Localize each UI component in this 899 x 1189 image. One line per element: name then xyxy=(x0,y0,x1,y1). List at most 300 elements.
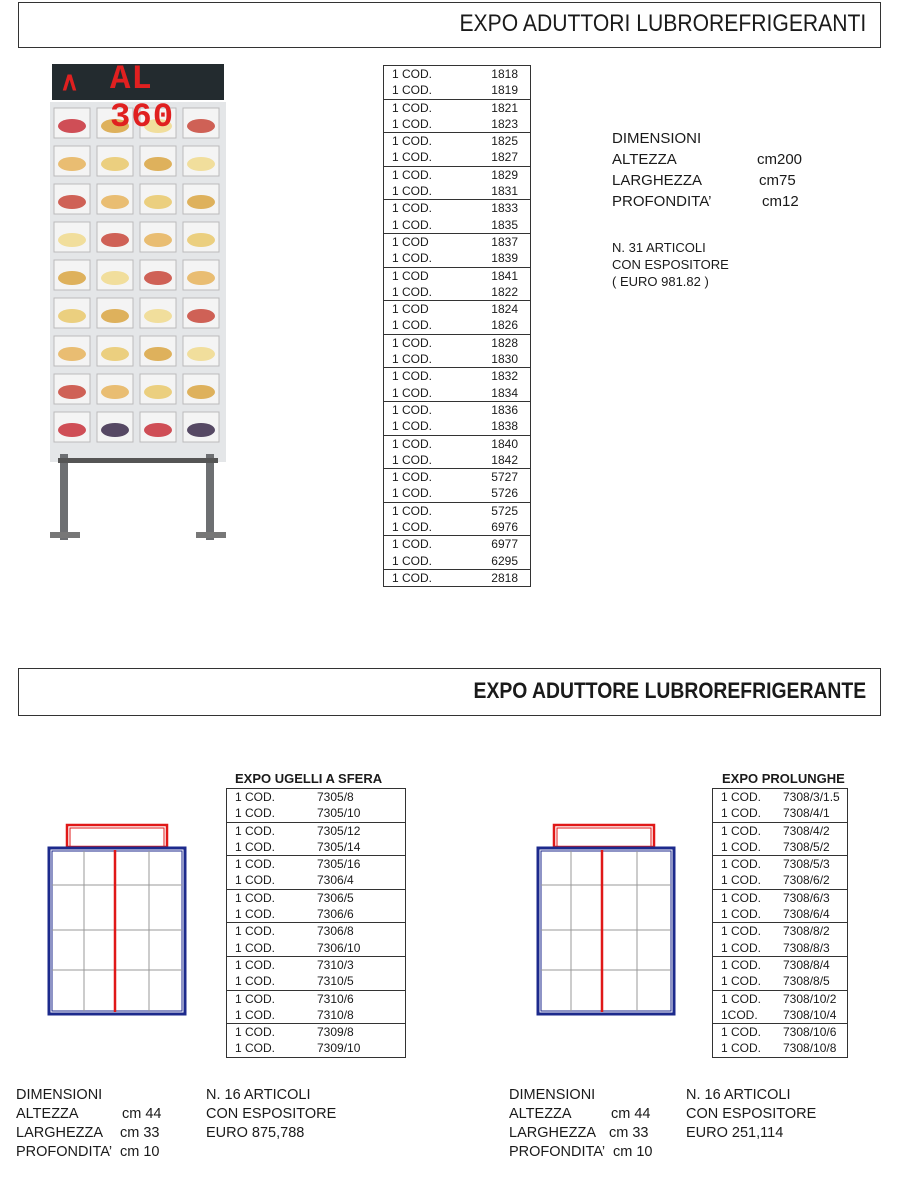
qty-cell: 1 COD. xyxy=(235,823,276,838)
code-group xyxy=(227,1024,405,1057)
code-group xyxy=(384,536,530,570)
code-cell: 7305/10 xyxy=(317,806,361,821)
ugelli-expositor-drawing xyxy=(46,822,188,1018)
code-group xyxy=(227,923,405,957)
code-cell: 1842 xyxy=(491,452,518,467)
qty-cell: 1 COD. xyxy=(392,419,433,434)
code-cell: 7308/10/2 xyxy=(783,991,837,1006)
code-cell: 1836 xyxy=(491,402,518,417)
qty-cell: 1 COD. xyxy=(392,184,433,199)
code-cell: 5725 xyxy=(491,503,518,518)
altezza-label: ALTEZZA xyxy=(612,151,677,168)
dimensions-heading: DIMENSIONI xyxy=(509,1087,596,1103)
qty-cell: 1 COD. xyxy=(721,1025,762,1040)
code-cell: 7308/8/3 xyxy=(783,940,830,955)
qty-cell: 1 COD. xyxy=(392,134,433,149)
profondita-label: PROFONDITA’ xyxy=(16,1144,113,1160)
code-cell: 7308/4/1 xyxy=(783,806,830,821)
ugelli-codes-table xyxy=(226,788,406,1058)
table-row xyxy=(227,1024,405,1040)
table-row xyxy=(713,890,847,906)
info-expositor: CON ESPOSITORE xyxy=(612,257,729,272)
product-item xyxy=(187,233,215,247)
qty-cell: 1 COD. xyxy=(392,284,433,299)
qty-cell: 1 COD. xyxy=(721,790,762,804)
code-cell: 7308/10/4 xyxy=(783,1007,837,1022)
product-item xyxy=(58,385,86,399)
product-item xyxy=(187,271,215,285)
qty-cell: 1 COD. xyxy=(235,873,276,888)
table-row xyxy=(713,940,847,956)
table-row xyxy=(384,368,530,384)
larghezza-label: LARGHEZZA xyxy=(612,172,703,189)
profondita-value: cm12 xyxy=(762,193,799,210)
table-row xyxy=(384,183,530,199)
table-row xyxy=(384,536,530,552)
qty-cell: 1 COD. xyxy=(235,924,276,939)
section1-title-box xyxy=(18,2,881,48)
code-cell: 1826 xyxy=(491,318,518,333)
qty-cell: 1 COD. xyxy=(392,553,433,568)
code-group xyxy=(227,890,405,924)
code-group xyxy=(384,234,530,268)
code-cell: 7308/5/3 xyxy=(783,857,830,872)
product-item xyxy=(58,309,86,323)
qty-cell: 1 COD. xyxy=(392,503,433,518)
table-row xyxy=(713,805,847,821)
table-row xyxy=(713,789,847,805)
code-group xyxy=(384,301,530,335)
code-cell: 1841 xyxy=(491,268,518,283)
qty-cell: 1 COD. xyxy=(392,486,433,501)
qty-cell: 1 COD. xyxy=(235,974,276,989)
code-cell: 6977 xyxy=(491,537,518,552)
qty-cell: 1 COD. xyxy=(235,839,276,854)
qty-cell: 1 COD. xyxy=(235,991,276,1006)
code-cell: 7308/3/1.5 xyxy=(783,790,840,804)
qty-cell: 1 COD. xyxy=(392,402,433,417)
code-cell: 5727 xyxy=(491,470,518,485)
qty-cell: 1 COD. xyxy=(721,823,762,838)
altezza-row xyxy=(612,149,812,170)
product-item xyxy=(58,271,86,285)
larghezza-row xyxy=(16,1124,196,1143)
code-group xyxy=(227,856,405,890)
table-row xyxy=(384,553,530,569)
code-group xyxy=(384,167,530,201)
table-row xyxy=(384,217,530,233)
code-cell: 1827 xyxy=(491,150,518,165)
qty-cell: 1 COD. xyxy=(235,907,276,922)
qty-cell: 1 COD. xyxy=(235,1025,276,1040)
section1-info xyxy=(612,239,729,290)
logo-text: AL 360 xyxy=(110,61,175,137)
ugelli-dimensions xyxy=(16,1086,196,1162)
code-cell: 7308/8/5 xyxy=(783,974,830,989)
table-row xyxy=(384,469,530,485)
profondita-label: PROFONDITA’ xyxy=(612,193,712,210)
info-price: EURO 251,114 xyxy=(686,1125,784,1141)
qty-cell: 1 COD. xyxy=(392,452,433,467)
qty-cell: 1 COD. xyxy=(721,974,762,989)
section2-title: EXPO ADUTTORE LUBROREFRIGERANTE xyxy=(473,678,866,703)
qty-cell: 1 COD. xyxy=(721,1041,762,1056)
prolunghe-expositor-drawing xyxy=(535,822,677,1018)
code-group xyxy=(227,991,405,1025)
code-cell: 7308/10/8 xyxy=(783,1041,837,1056)
larghezza-row xyxy=(612,170,812,191)
code-cell: 1833 xyxy=(491,201,518,216)
table-row xyxy=(384,317,530,333)
qty-cell: 1 COD. xyxy=(392,251,433,266)
larghezza-label: LARGHEZZA xyxy=(509,1125,597,1141)
table-row xyxy=(384,100,530,116)
qty-cell: 1 COD. xyxy=(721,857,762,872)
qty-cell: 1 COD. xyxy=(392,67,433,81)
altezza-row xyxy=(509,1105,689,1124)
code-cell: 7308/6/4 xyxy=(783,907,830,922)
code-cell: 1832 xyxy=(491,369,518,384)
info-expositor: CON ESPOSITORE xyxy=(206,1106,337,1122)
prolunghe-heading: EXPO PROLUNGHE xyxy=(722,771,845,786)
code-cell: 7306/5 xyxy=(317,890,354,905)
code-cell: 2818 xyxy=(491,570,518,585)
product-item xyxy=(58,157,86,171)
qty-cell: 1 COD. xyxy=(721,907,762,922)
code-cell: 7310/5 xyxy=(317,974,354,989)
code-cell: 7310/3 xyxy=(317,957,354,972)
code-group xyxy=(713,823,847,857)
code-cell: 1824 xyxy=(491,302,518,317)
code-cell: 1821 xyxy=(491,100,518,115)
code-cell: 7308/4/2 xyxy=(783,823,830,838)
table-row xyxy=(713,991,847,1007)
profondita-value: cm 10 xyxy=(613,1144,653,1160)
code-cell: 7306/6 xyxy=(317,907,354,922)
code-group xyxy=(384,268,530,302)
product-item xyxy=(101,347,129,361)
qty-cell: 1 COD. xyxy=(235,790,276,804)
table-row xyxy=(384,250,530,266)
qty-cell: 1 COD. xyxy=(392,369,433,384)
table-row xyxy=(227,973,405,989)
table-row xyxy=(384,402,530,418)
table-row xyxy=(384,116,530,132)
qty-cell: 1 COD. xyxy=(721,806,762,821)
table-row xyxy=(227,839,405,855)
qty-cell: 1 COD. xyxy=(392,150,433,165)
code-cell: 7305/8 xyxy=(317,790,354,804)
dimensions-heading: DIMENSIONI xyxy=(16,1087,103,1103)
code-group xyxy=(227,957,405,991)
code-group xyxy=(227,823,405,857)
table-row xyxy=(384,436,530,452)
qty-cell: 1 COD. xyxy=(392,352,433,367)
profondita-value: cm 10 xyxy=(120,1144,160,1160)
qty-cell: 1 COD. xyxy=(392,83,433,98)
altezza-row xyxy=(16,1105,196,1124)
code-cell: 7305/16 xyxy=(317,857,361,872)
qty-cell: 1 COD xyxy=(392,234,429,249)
table-row xyxy=(384,351,530,367)
code-cell: 7305/12 xyxy=(317,823,361,838)
ugelli-info xyxy=(206,1086,336,1143)
table-row xyxy=(713,872,847,888)
prolunghe-codes-table xyxy=(712,788,848,1058)
qty-cell: 1 COD. xyxy=(392,436,433,451)
code-group xyxy=(384,66,530,100)
table-row xyxy=(384,418,530,434)
info-count: N. 16 ARTICOLI xyxy=(206,1087,311,1103)
table-row xyxy=(227,923,405,939)
qty-cell: 1 COD. xyxy=(721,873,762,888)
table-row xyxy=(713,1040,847,1056)
code-cell: 1831 xyxy=(491,184,518,199)
product-item xyxy=(101,157,129,171)
code-group xyxy=(384,200,530,234)
table-row xyxy=(227,890,405,906)
product-item xyxy=(58,233,86,247)
qty-cell: 1 COD. xyxy=(235,957,276,972)
profondita-row xyxy=(16,1143,196,1162)
code-cell: 1825 xyxy=(491,134,518,149)
qty-cell: 1 COD. xyxy=(721,924,762,939)
code-cell: 1837 xyxy=(491,234,518,249)
code-cell: 7310/6 xyxy=(317,991,354,1006)
code-cell: 1818 xyxy=(491,67,518,81)
code-group xyxy=(384,368,530,402)
qty-cell: 1 COD. xyxy=(392,217,433,232)
info-price: ( EURO 981.82 ) xyxy=(612,274,709,289)
code-cell: 7308/8/2 xyxy=(783,924,830,939)
table-row xyxy=(384,519,530,535)
product-item xyxy=(144,157,172,171)
qty-cell: 1 COD. xyxy=(235,857,276,872)
code-group xyxy=(384,469,530,503)
table-row xyxy=(227,906,405,922)
product-item xyxy=(144,309,172,323)
code-cell: 1822 xyxy=(491,284,518,299)
info-price: EURO 875,788 xyxy=(206,1125,305,1141)
prolunghe-info xyxy=(686,1086,816,1143)
table-row xyxy=(384,385,530,401)
product-item xyxy=(101,233,129,247)
profondita-row xyxy=(509,1143,689,1162)
profondita-label: PROFONDITA’ xyxy=(509,1144,606,1160)
code-cell: 7308/10/6 xyxy=(783,1025,837,1040)
logo-arrow-icon: ∧ xyxy=(60,66,80,96)
qty-cell: 1 COD. xyxy=(392,520,433,535)
code-cell: 7308/6/2 xyxy=(783,873,830,888)
table-row xyxy=(384,284,530,300)
table-row xyxy=(713,1007,847,1023)
code-cell: 7308/8/4 xyxy=(783,957,830,972)
table-row xyxy=(384,570,530,586)
product-item xyxy=(144,385,172,399)
altezza-value: cm200 xyxy=(757,151,803,168)
product-item xyxy=(187,309,215,323)
section2-title-box xyxy=(18,668,881,716)
info-count: N. 16 ARTICOLI xyxy=(686,1087,791,1103)
qty-cell: 1 COD. xyxy=(721,991,762,1006)
table-row xyxy=(713,856,847,872)
code-cell: 7306/4 xyxy=(317,873,354,888)
product-item xyxy=(58,119,86,133)
table-row xyxy=(227,940,405,956)
product-item xyxy=(187,195,215,209)
code-group xyxy=(227,789,405,823)
table-row xyxy=(384,133,530,149)
code-cell: 1819 xyxy=(491,83,518,98)
table-row xyxy=(384,234,530,250)
altezza-value: cm 44 xyxy=(122,1106,162,1122)
table-row xyxy=(227,991,405,1007)
qty-cell: 1 COD. xyxy=(392,570,433,585)
table-row xyxy=(227,1040,405,1056)
table-row xyxy=(227,856,405,872)
product-item xyxy=(101,423,129,437)
code-cell: 7309/10 xyxy=(317,1041,361,1056)
section1-title: EXPO ADUTTORI LUBROREFRIGERANTI xyxy=(459,10,866,37)
qty-cell: 1 COD. xyxy=(235,940,276,955)
code-group xyxy=(384,335,530,369)
table-row xyxy=(713,957,847,973)
code-cell: 1839 xyxy=(491,251,518,266)
product-item xyxy=(144,423,172,437)
product-item xyxy=(144,347,172,361)
table-row xyxy=(227,1007,405,1023)
code-cell: 7305/14 xyxy=(317,839,361,854)
qty-cell: 1 COD. xyxy=(721,940,762,955)
qty-cell: 1 COD. xyxy=(392,201,433,216)
table-row xyxy=(713,839,847,855)
altezza-value: cm 44 xyxy=(611,1106,651,1122)
product-item xyxy=(101,385,129,399)
table-row xyxy=(384,167,530,183)
table-row xyxy=(713,923,847,939)
table-row xyxy=(227,789,405,805)
table-row xyxy=(227,823,405,839)
product-item xyxy=(101,271,129,285)
qty-cell: 1 COD. xyxy=(235,806,276,821)
code-cell: 7308/6/3 xyxy=(783,890,830,905)
table-row xyxy=(227,805,405,821)
code-group xyxy=(384,402,530,436)
qty-cell: 1 COD. xyxy=(392,470,433,485)
code-cell: 7306/10 xyxy=(317,940,361,955)
product-item xyxy=(58,195,86,209)
table-row xyxy=(713,1024,847,1040)
product-item xyxy=(187,157,215,171)
code-cell: 1834 xyxy=(491,385,518,400)
info-count: N. 31 ARTICOLI xyxy=(612,240,706,255)
code-group xyxy=(713,890,847,924)
qty-cell: 1 COD. xyxy=(392,167,433,182)
code-cell: 7308/5/2 xyxy=(783,839,830,854)
product-item xyxy=(187,347,215,361)
table-row xyxy=(384,503,530,519)
larghezza-value: cm75 xyxy=(759,172,796,189)
table-row xyxy=(384,335,530,351)
product-item xyxy=(144,195,172,209)
product-item xyxy=(187,423,215,437)
code-cell: 1829 xyxy=(491,167,518,182)
code-cell: 6976 xyxy=(491,520,518,535)
qty-cell: 1 COD. xyxy=(392,116,433,131)
code-cell: 1828 xyxy=(491,335,518,350)
code-cell: 1840 xyxy=(491,436,518,451)
table-row xyxy=(384,149,530,165)
table-row xyxy=(384,485,530,501)
qty-cell: 1 COD. xyxy=(392,385,433,400)
qty-cell: 1 COD. xyxy=(721,839,762,854)
table-row xyxy=(384,66,530,82)
section1-dimensions xyxy=(612,128,812,212)
qty-cell: 1 COD. xyxy=(392,537,433,552)
qty-cell: 1 COD xyxy=(392,268,429,283)
table-row xyxy=(384,268,530,284)
code-cell: 1830 xyxy=(491,352,518,367)
code-cell: 1835 xyxy=(491,217,518,232)
code-group xyxy=(384,100,530,134)
qty-cell: 1 COD. xyxy=(721,957,762,972)
table-row xyxy=(227,957,405,973)
ugelli-heading: EXPO UGELLI A SFERA xyxy=(235,771,383,786)
qty-cell: 1 COD. xyxy=(392,318,433,333)
qty-cell: 1COD. xyxy=(721,1007,758,1022)
product-item xyxy=(58,347,86,361)
qty-cell: 1 COD. xyxy=(235,1041,276,1056)
product-item xyxy=(187,385,215,399)
larghezza-value: cm 33 xyxy=(609,1125,649,1141)
qty-cell: 1 COD. xyxy=(235,890,276,905)
product-item xyxy=(144,271,172,285)
code-group xyxy=(384,133,530,167)
product-item xyxy=(101,309,129,323)
table-row xyxy=(713,973,847,989)
altezza-label: ALTEZZA xyxy=(509,1106,572,1122)
table-row xyxy=(713,823,847,839)
prolunghe-dimensions xyxy=(509,1086,689,1162)
qty-cell: 1 COD. xyxy=(721,890,762,905)
code-cell: 5726 xyxy=(491,486,518,501)
code-cell: 6295 xyxy=(491,553,518,568)
code-group xyxy=(713,856,847,890)
product-item xyxy=(58,423,86,437)
code-group xyxy=(384,503,530,537)
larghezza-label: LARGHEZZA xyxy=(16,1125,104,1141)
table-row xyxy=(384,200,530,216)
code-group xyxy=(713,1024,847,1057)
code-group xyxy=(384,570,530,586)
code-cell: 1838 xyxy=(491,419,518,434)
code-group xyxy=(384,436,530,470)
table-row xyxy=(384,452,530,468)
info-expositor: CON ESPOSITORE xyxy=(686,1106,817,1122)
larghezza-row xyxy=(509,1124,689,1143)
altezza-label: ALTEZZA xyxy=(16,1106,79,1122)
code-group xyxy=(713,923,847,957)
table-row xyxy=(713,906,847,922)
stand-logo xyxy=(52,61,224,137)
qty-cell: 1 COD. xyxy=(392,335,433,350)
qty-cell: 1 COD. xyxy=(235,1007,276,1022)
code-group xyxy=(713,957,847,991)
code-group xyxy=(713,991,847,1025)
code-cell: 1823 xyxy=(491,116,518,131)
profondita-row xyxy=(612,191,812,212)
dimensions-heading: DIMENSIONI xyxy=(612,130,702,147)
